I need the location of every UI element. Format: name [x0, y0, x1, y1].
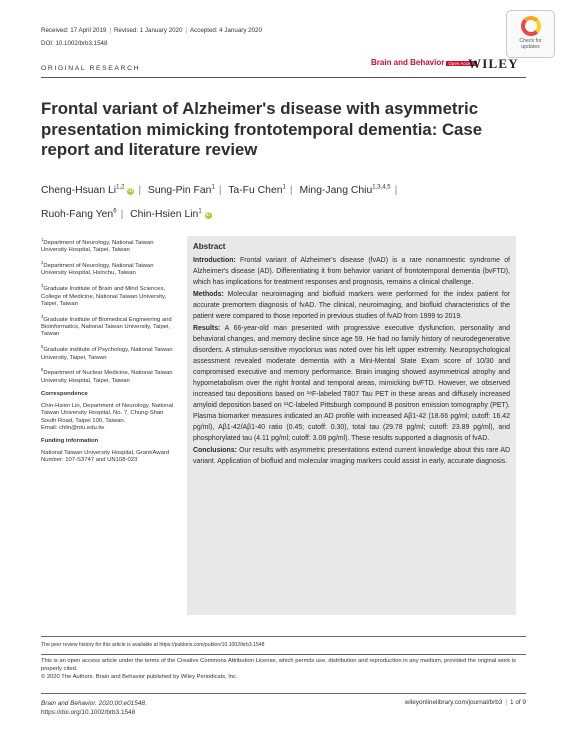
footer-separator: |	[505, 699, 507, 706]
author[interactable]: Sung-Pin Fan$^1$	[147, 185, 215, 197]
publisher-logo: WILEY	[468, 56, 519, 71]
funding-text: National Taiwan University Hospital, Grant/Award Number: 107-S3747 and UN108-023	[41, 450, 170, 464]
check-updates-label-1: Check for	[519, 38, 542, 44]
abstract-conclusions: Conclusions: Our results with asymmetric presentations extend current knowledge about this rare AD variant. Application of biofluid and molecular imaging markers could assist in early, accurate diagnosis.	[193, 447, 510, 465]
revised-date: Revised: 1 January 2020	[113, 27, 183, 34]
section-label: ORIGINAL RESEARCH	[41, 65, 141, 72]
check-for-updates-badge[interactable]	[506, 10, 555, 58]
date-separator: |	[109, 27, 111, 34]
author-separator: |	[138, 185, 142, 197]
date-separator: |	[185, 27, 188, 34]
abstract-box	[187, 236, 516, 615]
license-text	[41, 658, 526, 681]
journal-site-link[interactable]: wileyonlinelibrary.com/journal/brb3	[404, 699, 503, 706]
author-separator: |	[218, 185, 222, 197]
open-access-tag: Open Access	[448, 61, 475, 66]
copyright-statement: © 2020 The Authors. Brain and Behavior published by Wiley Periodicals, Inc.	[41, 673, 238, 680]
header-divider	[41, 77, 526, 78]
affiliation: $^1$Department of Neurology, National Taiwan University Hospital, Taipei, Taiwan	[41, 237, 154, 254]
abstract-results: Results: A 66-year-old man presented with progressive executive dysfunction, personality and behavioral changes, and memory decline since age 59. He had no family history of neurodegenerative disorders. A stimulus-sensitive myoclonus was noted over his left upper extremity. Neuropsychological assessment revealed moderate dementia with a Mini-Mental State Exam score of 10/30 and compromised executive and memory performance. Brain imaging showed asymmetrical atrophy and hypometabolism over the right frontal and temporal areas, mimicking bvFTD. However, we observed increased tau depositions based on ¹⁸F-labeled T807 Tau PET in these areas and diffusely increased amyloid deposition based on ¹¹C-labeled Pittsburgh compound B positron emission tomography (PET). Plasma biomarker measures indicated an AD profile with increased Aβ1-42 (18.66 pg/ml; cutoff: 16.42 pg/ml), Aβ1-42/Aβ1-40 ratio (0.45; cutoff: 0.30), total tau (29.78 pg/ml; cutoff: 23.89 pg/ml), and phosphorylated tau (4.11 pg/ml; cutoff: 3.08 pg/ml). These results supported a diagnosis of fvAD.	[193, 325, 511, 442]
correspondence-email[interactable]: Email: chlin@ntu.edu.tw	[41, 424, 105, 431]
footer-citation-block	[41, 699, 147, 717]
orcid-icon[interactable]: iD	[128, 188, 134, 195]
author-separator: |	[394, 185, 398, 197]
affiliation: $^2$Department of Neurology, National Taiwan University Hospital, Hsinchu, Taiwan	[41, 260, 154, 277]
footer-divider	[41, 693, 526, 694]
accepted-date: Accepted: 4 January 2020	[190, 27, 262, 34]
abstract-heading: Abstract	[193, 242, 226, 251]
footer-site-block	[345, 699, 526, 706]
affiliation: $^3$Graduate Institute of Brain and Mind Sciences, College of Medicine, National Taiwan University, Taipei, Taiwan	[41, 283, 167, 307]
footnote-divider	[41, 654, 526, 655]
footer-doi-link[interactable]: https://doi.org/10.1002/brb3.1548	[41, 709, 136, 716]
journal-brand: Brain and Behavior	[371, 58, 445, 67]
license-statement: This is an open access article under the terms of the Creative Commons Attribution License, which permits use, distribution and reproduction in any medium, provided the original work is properly cited.	[41, 658, 516, 672]
author[interactable]: Ta-Fu Chen$^1$	[228, 185, 286, 197]
author[interactable]: Ruoh-Fang Yen$^6$	[41, 208, 117, 220]
peer-review-note[interactable]: The peer review history for this article is available at https://publons.com/publon/10.1002/brb3.1548	[41, 642, 265, 648]
crossmark-icon	[521, 16, 541, 36]
correspondence-heading: Correspondence	[41, 390, 88, 397]
journal-logo	[371, 58, 477, 67]
author-separator: |	[120, 208, 124, 220]
article-title: Frontal variant of Alzheimer's disease with asymmetric presentation mimicking frontotemporal dementia: Case report and literature review	[41, 99, 483, 159]
check-updates-label-2: updates	[521, 44, 540, 50]
author[interactable]: Cheng-Hsuan Li$^{1,2}$ iD	[41, 185, 134, 197]
affiliations-column	[41, 236, 179, 469]
article-doi[interactable]: DOI: 10.1002/brb3.1548	[41, 40, 108, 47]
article-dates	[41, 27, 262, 34]
footnote-divider	[41, 636, 526, 637]
footer-citation: Brain and Behavior. 2020;00:e01548.	[41, 700, 147, 707]
page-number: 1 of 9	[510, 699, 526, 706]
author-separator: |	[289, 185, 293, 197]
affiliation: $^5$Graduate institute of Psychology, National Taiwan University, Taipei, Taiwan	[41, 344, 173, 361]
received-date: Received: 17 April 2019	[41, 27, 107, 34]
correspondence-text: Chin-Hsien Lin, Department of Neurology, National Taiwan University Hospital, No. 7, Chung-Shan South Road, Taipei 100, Taiwan. Email: chlin@ntu.edu.tw	[41, 402, 174, 431]
affiliation: $^4$Graduate Institute of Biomedical Engineering and Bioinformatics, National Taiwan University, Taipei, Taiwan	[41, 313, 172, 338]
author-list	[41, 178, 501, 225]
author[interactable]: Chin-Hsien Lin$^1$ iD	[130, 208, 211, 220]
orcid-icon[interactable]: iD	[205, 211, 211, 218]
abstract-methods: Methods: Molecular neuroimaging and biofluid markers were performed for the index patient for accurate premortem diagnosis of fvAD. The clinical, neuroimaging, and biofluid characteristics of the patient were compared to those reported in previous studies of fvAD from 1999 to 2019.	[193, 291, 510, 320]
author[interactable]: Ming-Jang Chiu$^{1,3,4,5}$	[299, 185, 391, 197]
affiliation: $^6$Department of Nuclear Medicine, National Taiwan University Hospital, Taipei, Taiwan	[41, 367, 173, 384]
funding-heading: Funding information	[41, 438, 99, 445]
abstract-introduction: Introduction: Frontal variant of Alzheimer's disease (fvAD) is a rare nonamnestic syndrome of Alzheimer's disease (AD). Differentiating it from behavior variant of frontotemporal dementia (bvFTD), which has implications for treatment responses and prognosis, remains a clinical challenge.	[193, 257, 510, 286]
